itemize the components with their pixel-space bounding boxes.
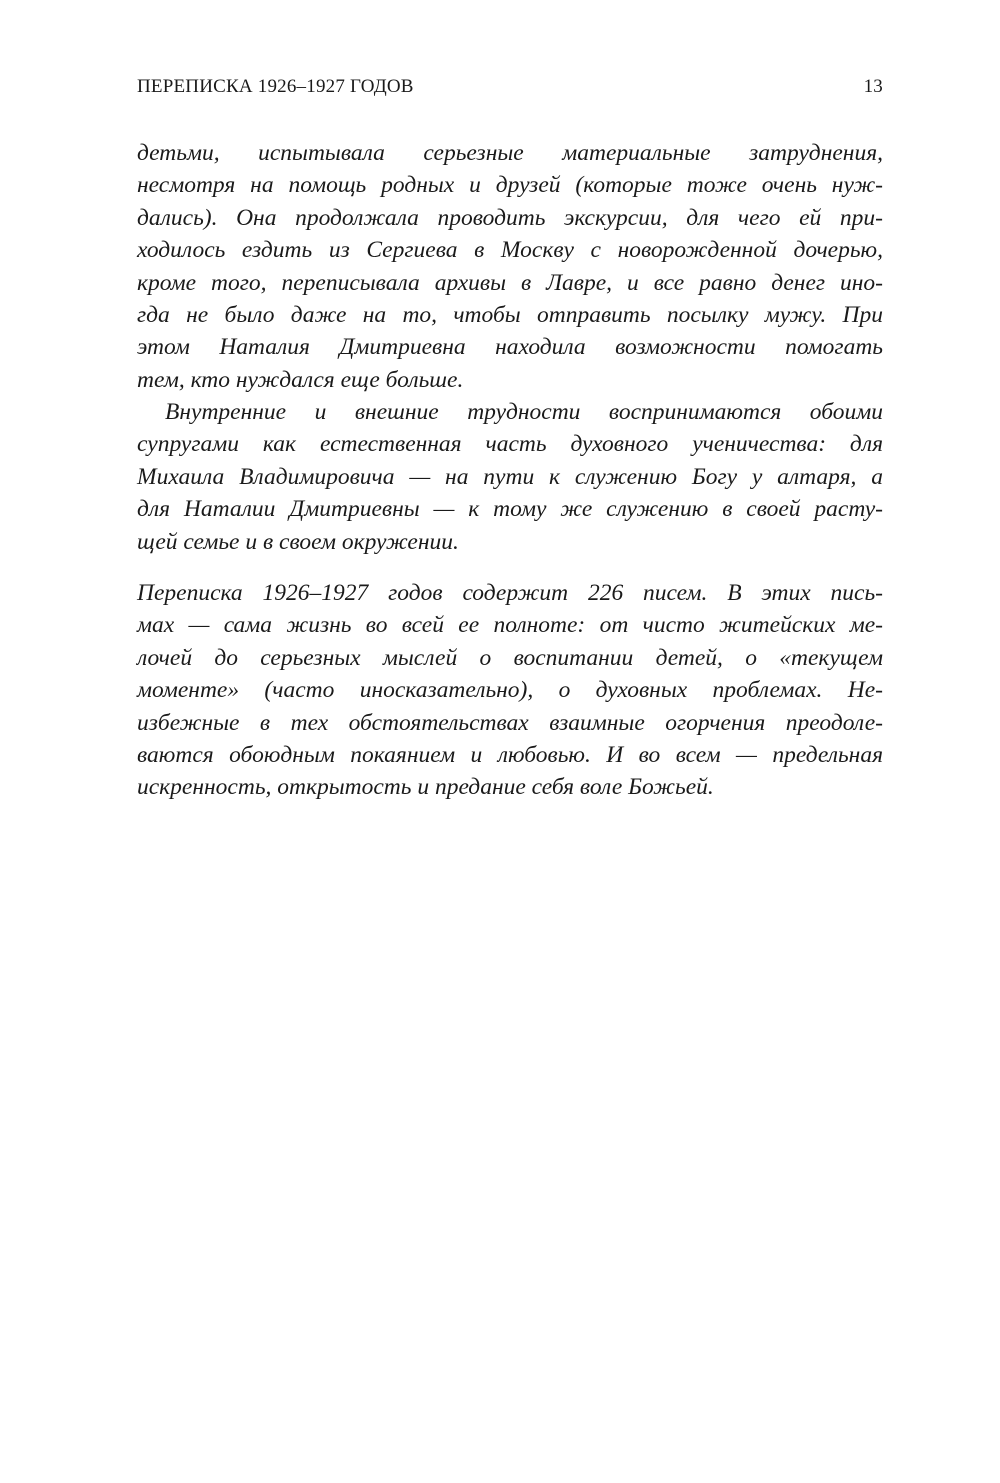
text-line: ходилось ездить из Сергиева в Москву с новорожденной дочерью, <box>137 237 883 264</box>
text-line: тем, кто нуждался еще больше. <box>137 366 464 393</box>
text-line: лочей до серьезных мыслей о воспитании детей, о «текущем <box>137 644 883 671</box>
text-line: супругами как естественная часть духовного ученичества: для <box>137 431 883 458</box>
text-line: несмотря на помощь родных и друзей (которые тоже очень нуж- <box>137 172 883 199</box>
text-line: Михаила Владимировича — на пути к служению Богу у алтаря, а <box>137 463 883 490</box>
text-line: избежные в тех обстоятельствах взаимные огорчения преодоле- <box>137 709 883 736</box>
text-line: искренность, открытость и предание себя воле Божьей. <box>137 774 714 801</box>
text-line: этом Наталия Дмитриевна находила возможности помогать <box>137 334 883 361</box>
text-line: Внутренние и внешние трудности воспринимаются обоими <box>165 399 883 425</box>
text-line: ваются обоюдным покаянием и любовью. И во всем — предельная <box>137 741 883 768</box>
paragraph-1 <box>137 137 883 396</box>
text-line: кроме того, переписывала архивы в Лавре, и все равно денег ино- <box>137 269 883 296</box>
text-line: моменте» (часто иносказательно), о духовных проблемах. Не- <box>137 677 883 704</box>
running-header <box>137 76 883 102</box>
text-line: детьми, испытывала серьезные материальные затруднения, <box>137 140 883 166</box>
text-line: мах — сама жизнь во всей ее полноте: от чисто житейских ме- <box>137 612 883 639</box>
text-line: гда не было даже на то, чтобы отправить посылку мужу. При <box>137 301 883 328</box>
paragraph-3 <box>137 577 883 804</box>
paragraph-2 <box>137 396 883 558</box>
text-line: щей семье и в своем окружении. <box>137 528 459 555</box>
page-number: 13 <box>863 76 883 97</box>
text-line: дались). Она продолжала проводить экскурсии, для чего ей при- <box>137 204 883 231</box>
running-title: ПЕРЕПИСКА 1926–1927 ГОДОВ <box>137 76 414 97</box>
text-line: для Наталии Дмитриевны — к тому же служению в своей расту- <box>137 496 883 523</box>
text-line: Переписка 1926–1927 годов содержит 226 писем. В этих пись- <box>137 580 883 606</box>
